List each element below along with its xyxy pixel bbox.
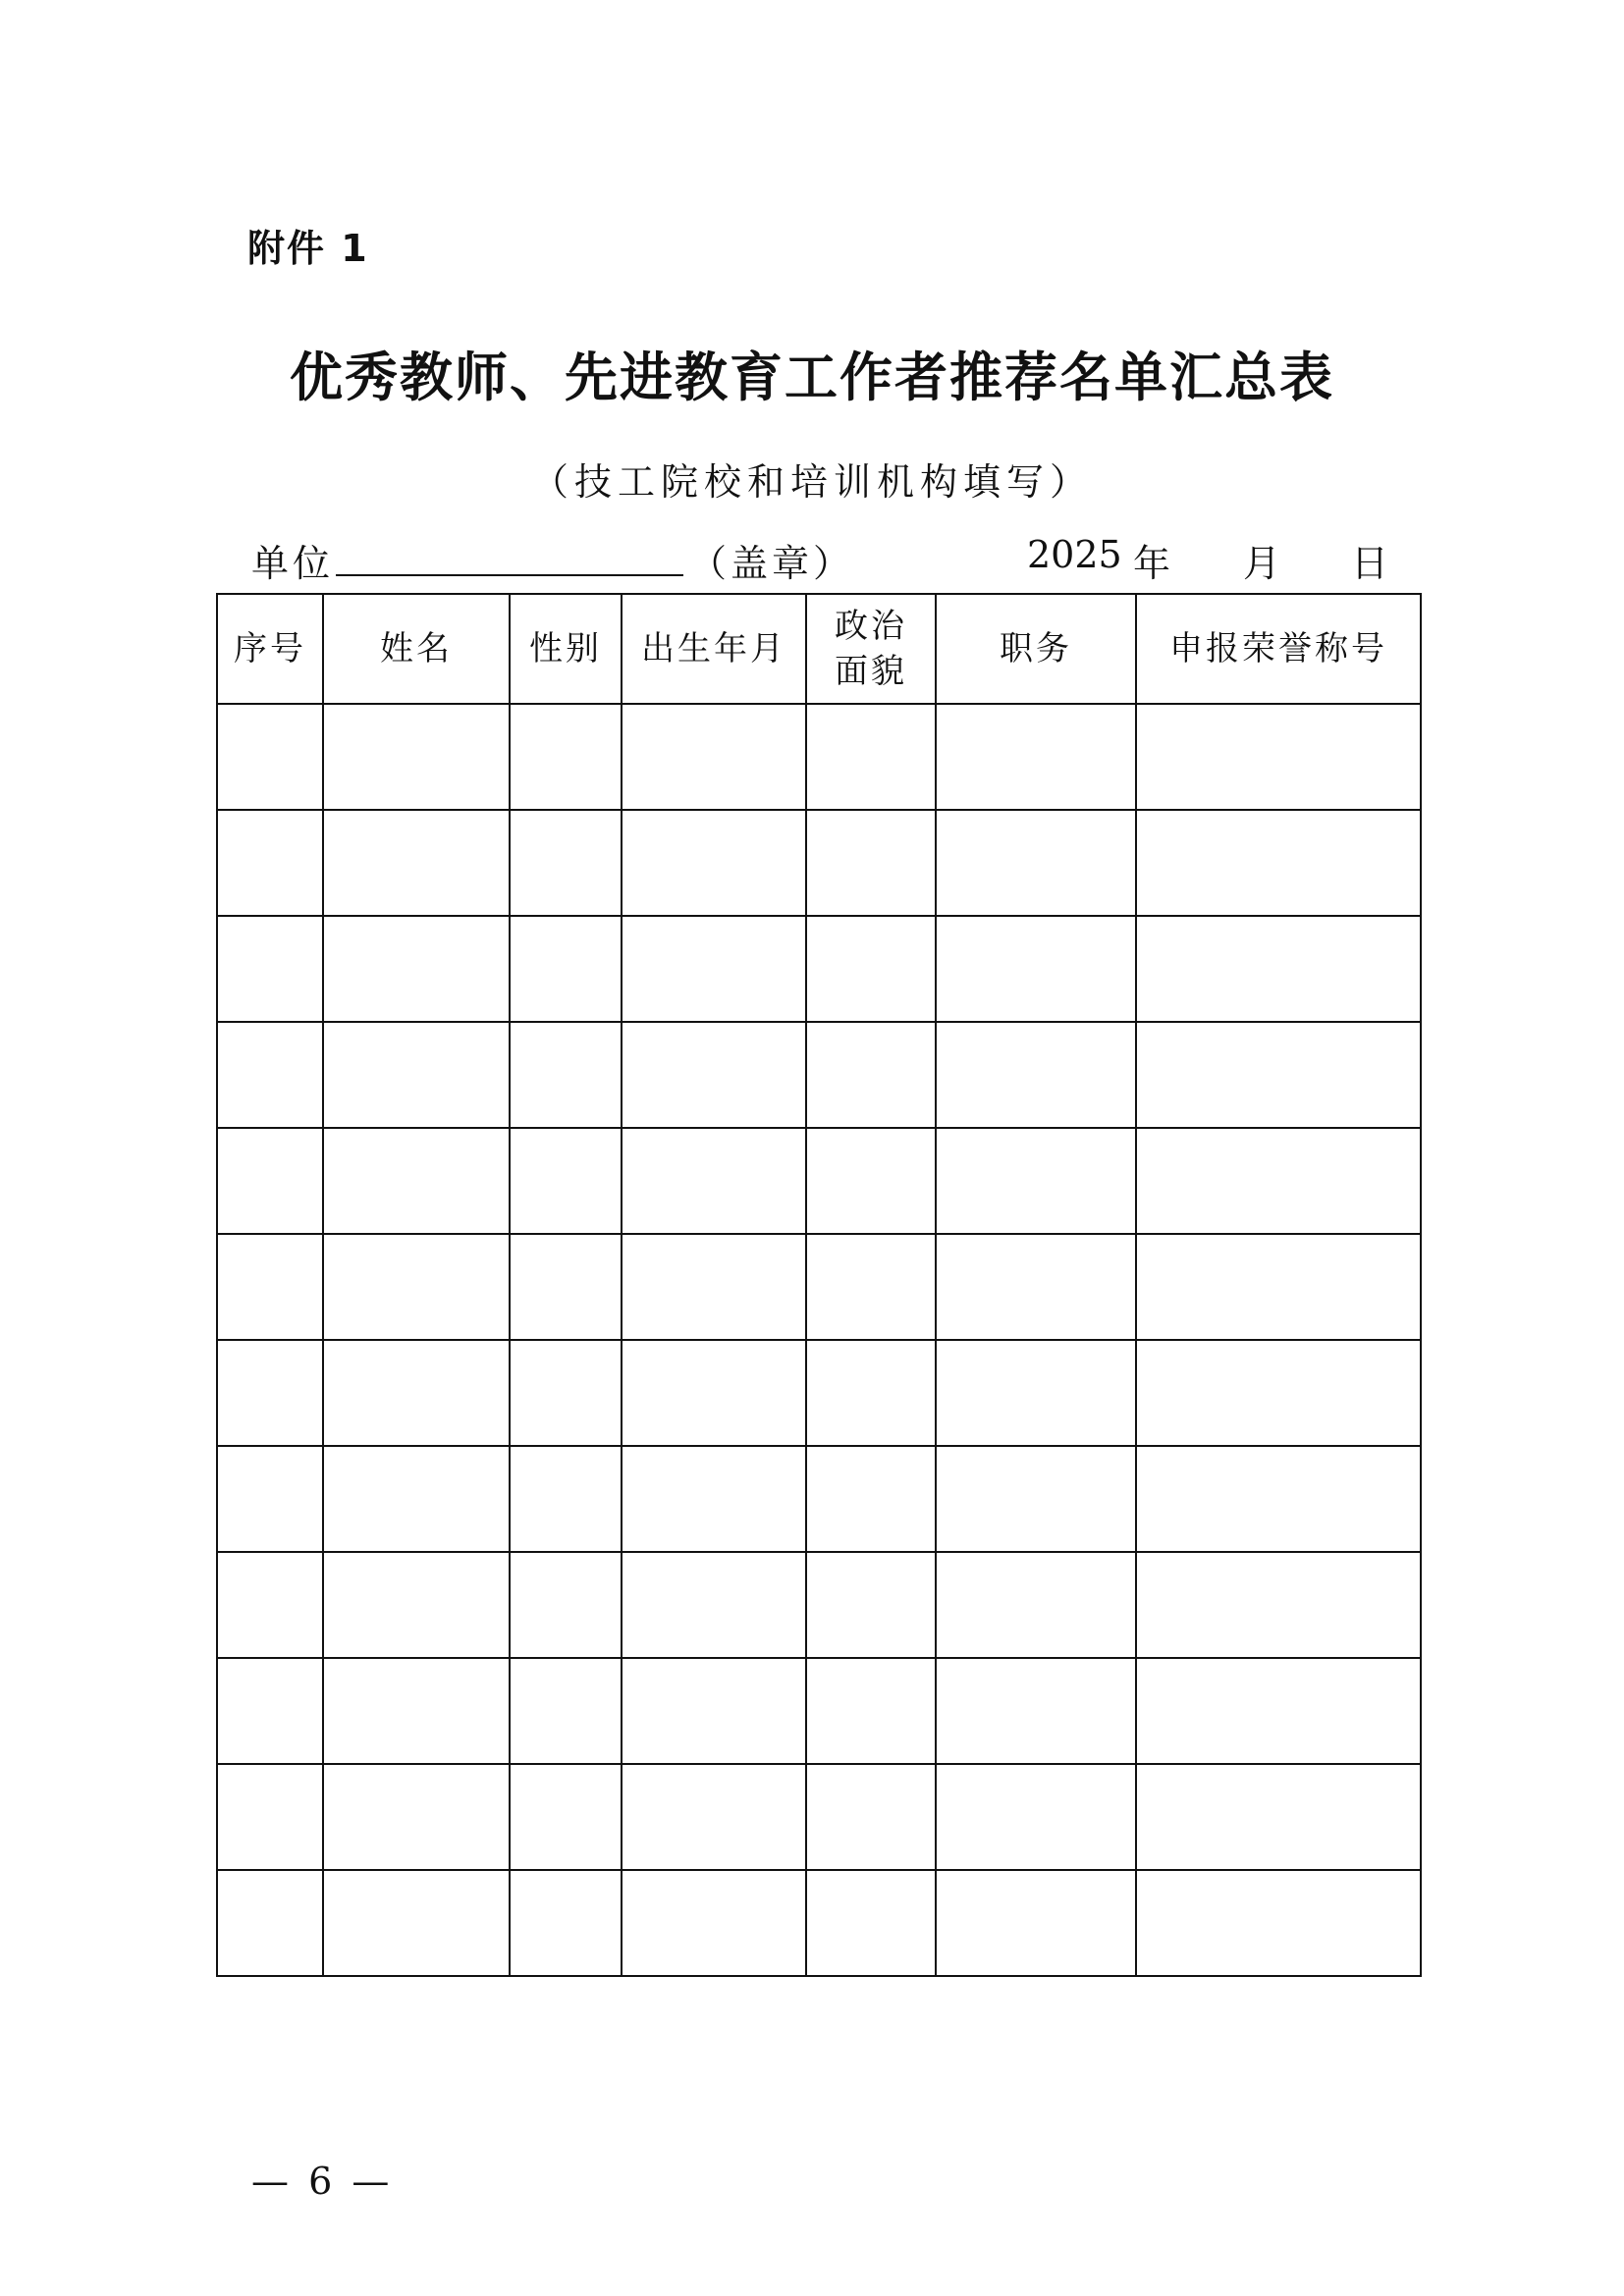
page-number: — 6 — bbox=[251, 2160, 394, 2203]
table-cell[interactable] bbox=[1136, 1552, 1421, 1658]
table-cell[interactable] bbox=[936, 1552, 1136, 1658]
table-cell[interactable] bbox=[323, 916, 510, 1022]
table-cell[interactable] bbox=[622, 1764, 806, 1870]
table-cell[interactable] bbox=[510, 1234, 622, 1340]
table-cell[interactable] bbox=[806, 810, 936, 916]
table-cell[interactable] bbox=[323, 810, 510, 916]
table-cell[interactable] bbox=[217, 810, 323, 916]
table-cell[interactable] bbox=[1136, 1340, 1421, 1446]
table-row bbox=[217, 916, 1421, 1022]
table-cell[interactable] bbox=[1136, 1870, 1421, 1976]
table-cell[interactable] bbox=[323, 1870, 510, 1976]
table-cell[interactable] bbox=[510, 1446, 622, 1552]
table-row bbox=[217, 1234, 1421, 1340]
table-cell[interactable] bbox=[217, 1128, 323, 1234]
unit-label: 单位 bbox=[251, 542, 335, 585]
table-cell[interactable] bbox=[1136, 916, 1421, 1022]
table-cell[interactable] bbox=[510, 916, 622, 1022]
table-cell[interactable] bbox=[510, 1552, 622, 1658]
table-cell[interactable] bbox=[217, 1022, 323, 1128]
table-cell[interactable] bbox=[1136, 1764, 1421, 1870]
table-cell[interactable] bbox=[510, 1340, 622, 1446]
table-cell[interactable] bbox=[936, 1870, 1136, 1976]
table-cell[interactable] bbox=[510, 1870, 622, 1976]
table-cell[interactable] bbox=[806, 1128, 936, 1234]
column-header-position: 职务 bbox=[936, 594, 1136, 704]
table-cell[interactable] bbox=[622, 704, 806, 810]
table-cell[interactable] bbox=[622, 1022, 806, 1128]
table-row bbox=[217, 1340, 1421, 1446]
table-cell[interactable] bbox=[806, 1552, 936, 1658]
table-cell[interactable] bbox=[323, 1234, 510, 1340]
date-year: 2025 bbox=[1027, 533, 1122, 576]
unit-blank-field[interactable] bbox=[336, 533, 683, 576]
column-header-political-status: 政治 面貌 bbox=[806, 594, 936, 704]
table-cell[interactable] bbox=[510, 1128, 622, 1234]
table-cell[interactable] bbox=[936, 1764, 1136, 1870]
table-cell[interactable] bbox=[1136, 1658, 1421, 1764]
table-cell[interactable] bbox=[936, 704, 1136, 810]
column-header-serial: 序号 bbox=[217, 594, 323, 704]
table-row bbox=[217, 704, 1421, 810]
table-row bbox=[217, 1764, 1421, 1870]
table-cell[interactable] bbox=[217, 916, 323, 1022]
table-cell[interactable] bbox=[936, 1234, 1136, 1340]
table-cell[interactable] bbox=[806, 916, 936, 1022]
table-cell[interactable] bbox=[1136, 1128, 1421, 1234]
table-cell[interactable] bbox=[510, 1022, 622, 1128]
table-cell[interactable] bbox=[1136, 810, 1421, 916]
date-year-char: 年 bbox=[1133, 542, 1171, 585]
table-header-row bbox=[217, 594, 1421, 704]
table-cell[interactable] bbox=[217, 1234, 323, 1340]
table-cell[interactable] bbox=[1136, 1022, 1421, 1128]
table-row bbox=[217, 1446, 1421, 1552]
table-cell[interactable] bbox=[217, 1552, 323, 1658]
table-cell[interactable] bbox=[510, 1764, 622, 1870]
table-cell[interactable] bbox=[217, 704, 323, 810]
table-cell[interactable] bbox=[323, 1340, 510, 1446]
table-cell[interactable] bbox=[1136, 1234, 1421, 1340]
page-title: 优秀教师、先进教育工作者推荐名单汇总表 bbox=[290, 346, 1334, 408]
table-cell[interactable] bbox=[806, 1340, 936, 1446]
table-cell[interactable] bbox=[323, 1658, 510, 1764]
table-cell[interactable] bbox=[622, 1552, 806, 1658]
table-cell[interactable] bbox=[217, 1658, 323, 1764]
table-cell[interactable] bbox=[936, 810, 1136, 916]
table-cell[interactable] bbox=[622, 810, 806, 916]
table-cell[interactable] bbox=[936, 1446, 1136, 1552]
table-cell[interactable] bbox=[323, 1128, 510, 1234]
table-row bbox=[217, 1128, 1421, 1234]
table-body bbox=[217, 704, 1421, 1976]
table-cell[interactable] bbox=[622, 1340, 806, 1446]
table-cell[interactable] bbox=[806, 1446, 936, 1552]
column-header-honor-title: 申报荣誉称号 bbox=[1136, 594, 1421, 704]
table-cell[interactable] bbox=[217, 1764, 323, 1870]
table-cell[interactable] bbox=[323, 1022, 510, 1128]
table-row bbox=[217, 810, 1421, 916]
table-cell[interactable] bbox=[622, 1234, 806, 1340]
table-row bbox=[217, 1658, 1421, 1764]
nomination-table bbox=[216, 593, 1422, 1977]
table-row bbox=[217, 1552, 1421, 1658]
table-row bbox=[217, 1022, 1421, 1128]
table-cell[interactable] bbox=[1136, 704, 1421, 810]
table-cell[interactable] bbox=[806, 1764, 936, 1870]
table-cell[interactable] bbox=[806, 1870, 936, 1976]
seal-label: （盖章） bbox=[689, 542, 855, 585]
column-header-name: 姓名 bbox=[323, 594, 510, 704]
date-day-char: 日 bbox=[1351, 542, 1389, 585]
table-cell[interactable] bbox=[217, 1446, 323, 1552]
column-header-birth-date: 出生年月 bbox=[622, 594, 806, 704]
table-row bbox=[217, 1870, 1421, 1976]
table-cell[interactable] bbox=[936, 1128, 1136, 1234]
table-cell[interactable] bbox=[806, 704, 936, 810]
table-cell[interactable] bbox=[323, 1764, 510, 1870]
table-cell[interactable] bbox=[936, 916, 1136, 1022]
table-cell[interactable] bbox=[936, 1022, 1136, 1128]
table-cell[interactable] bbox=[622, 1658, 806, 1764]
table-cell[interactable] bbox=[622, 916, 806, 1022]
table-cell[interactable] bbox=[323, 704, 510, 810]
table-cell[interactable] bbox=[217, 1340, 323, 1446]
table-cell[interactable] bbox=[217, 1870, 323, 1976]
table-cell[interactable] bbox=[510, 1658, 622, 1764]
table-cell[interactable] bbox=[806, 1234, 936, 1340]
table-cell[interactable] bbox=[622, 1870, 806, 1976]
table-cell[interactable] bbox=[806, 1658, 936, 1764]
table-cell[interactable] bbox=[510, 810, 622, 916]
page-subtitle: （技工院校和培训机构填写） bbox=[530, 460, 1093, 504]
table-cell[interactable] bbox=[936, 1340, 1136, 1446]
table-cell[interactable] bbox=[1136, 1446, 1421, 1552]
table-cell[interactable] bbox=[806, 1022, 936, 1128]
table-cell[interactable] bbox=[622, 1128, 806, 1234]
table-cell[interactable] bbox=[622, 1446, 806, 1552]
table-cell[interactable] bbox=[510, 704, 622, 810]
column-header-gender: 性别 bbox=[510, 594, 622, 704]
unit-date-line bbox=[251, 533, 1390, 585]
table-cell[interactable] bbox=[323, 1552, 510, 1658]
table-cell[interactable] bbox=[936, 1658, 1136, 1764]
date-month-char: 月 bbox=[1243, 542, 1281, 585]
table-cell[interactable] bbox=[323, 1446, 510, 1552]
attachment-label: 附件 1 bbox=[247, 227, 369, 270]
